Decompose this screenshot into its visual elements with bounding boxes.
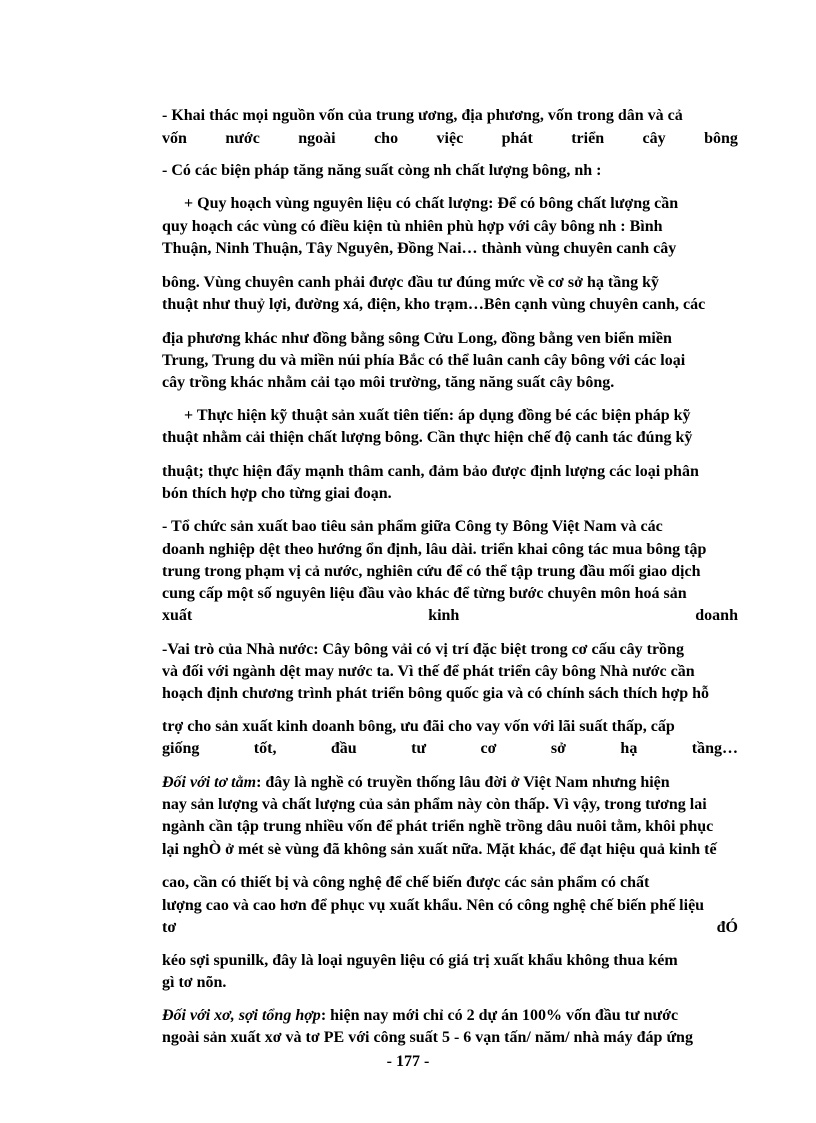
section-text: : hiện nay mới chỉ có 2 dự án 100% vốn đầu tư nước [320, 1007, 679, 1024]
word: nước [225, 130, 260, 147]
word: kinh [428, 607, 460, 624]
word: cây [642, 130, 666, 147]
text-line: quy hoạch các vùng có điều kiện tù nhiên phù hợp với cây bông nh : Bình [162, 218, 663, 235]
text-line: bông. Vùng chuyên canh phải được đầu tư đúng mức về cơ sở hạ tầng kỹ [162, 274, 659, 291]
word: vốn [162, 130, 187, 147]
section-text: : đây là nghề có truyền thống lâu đời ở Việt Nam nhưng hiện [256, 774, 670, 791]
text-line: bón thích hợp cho từng giai đoạn. [162, 485, 392, 502]
word: hạ [620, 740, 638, 757]
text-line: thuật như thuỷ lợi, đường xá, điện, kho trạm…Bên cạnh vùng chuyên canh, các [162, 296, 706, 313]
word: tầng… [691, 740, 738, 757]
text-line: cung cấp một số nguyên liệu đầu vào khác để từng bước chuyên môn hoá sản [162, 585, 687, 602]
section-heading-fiber: Đối với xơ, sợi tổng hợp [162, 1007, 321, 1024]
word: doanh [695, 607, 738, 624]
word: tốt, [253, 740, 277, 757]
word: phát [501, 130, 533, 147]
text-line: - Tổ chức sản xuất bao tiêu sản phẩm giữa Công ty Bông Việt Nam và các [162, 518, 663, 535]
text-line-justified [162, 129, 738, 149]
text-line: Trung, Trung du và miền núi phía Bắc có thể luân canh cây bông với các loại [162, 352, 686, 369]
text-line: Thuận, Ninh Thuận, Tây Nguyên, Đồng Nai… thành vùng chuyên canh cây [162, 240, 677, 257]
word: xuất [162, 607, 193, 624]
text-line-justified [162, 739, 738, 759]
text-line: thuật; thực hiện đẩy mạnh thâm canh, đảm bảo được định lượng các loại phân [162, 463, 699, 480]
text-line: lượng cao và cao hơn để phục vụ xuất khẩu. Nên có công nghệ chế biến phế liệu [162, 897, 705, 914]
text-line-justified [162, 606, 738, 626]
word: việc [436, 130, 464, 147]
text-line: cao, cần có thiết bị và công nghệ để chế biến được các sản phẩm có chất [162, 874, 650, 891]
word: tư [411, 740, 427, 757]
text-line: địa phương khác như đồng bằng sông Cửu Long, đồng bằng ven biển miền [162, 330, 672, 347]
text-line: gì tơ nõn. [162, 974, 227, 991]
text-line: lại nghÒ ở mét sè vùng đã không sản xuất nữa. Mặt khác, để đạt hiệu quả kinh tế [162, 841, 717, 858]
word: cho [374, 130, 399, 147]
text-line [162, 773, 670, 793]
text-line: kéo sợi spunilk, đây là loại nguyên liệu có giá trị xuất khẩu không thua kém [162, 952, 678, 969]
text-line: cây trồng khác nhằm cải tạo môi trường, tăng năng suất cây bông. [162, 374, 615, 391]
text-line [162, 1006, 678, 1026]
text-line: ngoài sản xuất xơ và tơ PE với công suất 5 - 6 vạn tấn/ năm/ nhà máy đáp ứng [162, 1029, 693, 1046]
text-line: trung trong phạm vị cả nước, nghiên cứu để có thể tập trung đầu mối giao dịch [162, 563, 701, 580]
text-line: doanh nghiệp dệt theo hướng ổn định, lâu dài. triển khai công tác mua bông tập [162, 541, 707, 558]
text-line: - Có các biện pháp tăng năng suất còng nh chất lượng bông, nh : [162, 162, 602, 179]
text-line: và đối với ngành dệt may nước ta. Vì thế để phát triển cây bông Nhà nước cần [162, 663, 695, 680]
section-heading-silk: Đối với tơ tằm [162, 774, 257, 791]
word: tơ [162, 919, 177, 936]
word: đầu [330, 740, 357, 757]
text-line: hoạch định chương trình phát triển bông quốc gia và có chính sách thích hợp hỗ [162, 685, 710, 702]
word: đÓ [716, 919, 738, 936]
text-line: -Vai trò của Nhà nước: Cây bông vải có vị trí đặc biệt trong cơ cấu cây trồng [162, 641, 684, 658]
word: triển [571, 130, 605, 147]
word: ngoài [298, 130, 336, 147]
word: giống [162, 740, 200, 757]
text-line: thuật nhằm cải thiện chất lượng bông. Cần thực hiện chế độ canh tác đúng kỹ [162, 429, 693, 446]
page-number: - 177 - [386, 1053, 430, 1070]
text-line: - Khai thác mọi nguồn vốn của trung ương, địa phương, vốn trong dân và cả [162, 107, 683, 124]
word: cơ [480, 740, 497, 757]
word: sở [550, 740, 566, 757]
text-line: + Thực hiện kỹ thuật sản xuất tiên tiến: áp dụng đồng bé các biện pháp kỹ [184, 407, 691, 424]
word: bông [704, 130, 738, 147]
text-line: ngành cần tập trung nhiều vốn để phát triển nghề trồng dâu nuôi tằm, khôi phục [162, 818, 714, 835]
text-line: + Quy hoạch vùng nguyên liệu có chất lượng: Để có bông chất lượng cần [184, 195, 679, 212]
text-line: nay sản lượng và chất lượng của sản phẩm này còn thấp. Vì vậy, trong tương lai [162, 796, 707, 813]
text-line: trợ cho sản xuất kinh doanh bông, ưu đãi cho vay vốn với lãi suất thấp, cấp [162, 718, 675, 735]
text-line-justified [162, 918, 738, 938]
